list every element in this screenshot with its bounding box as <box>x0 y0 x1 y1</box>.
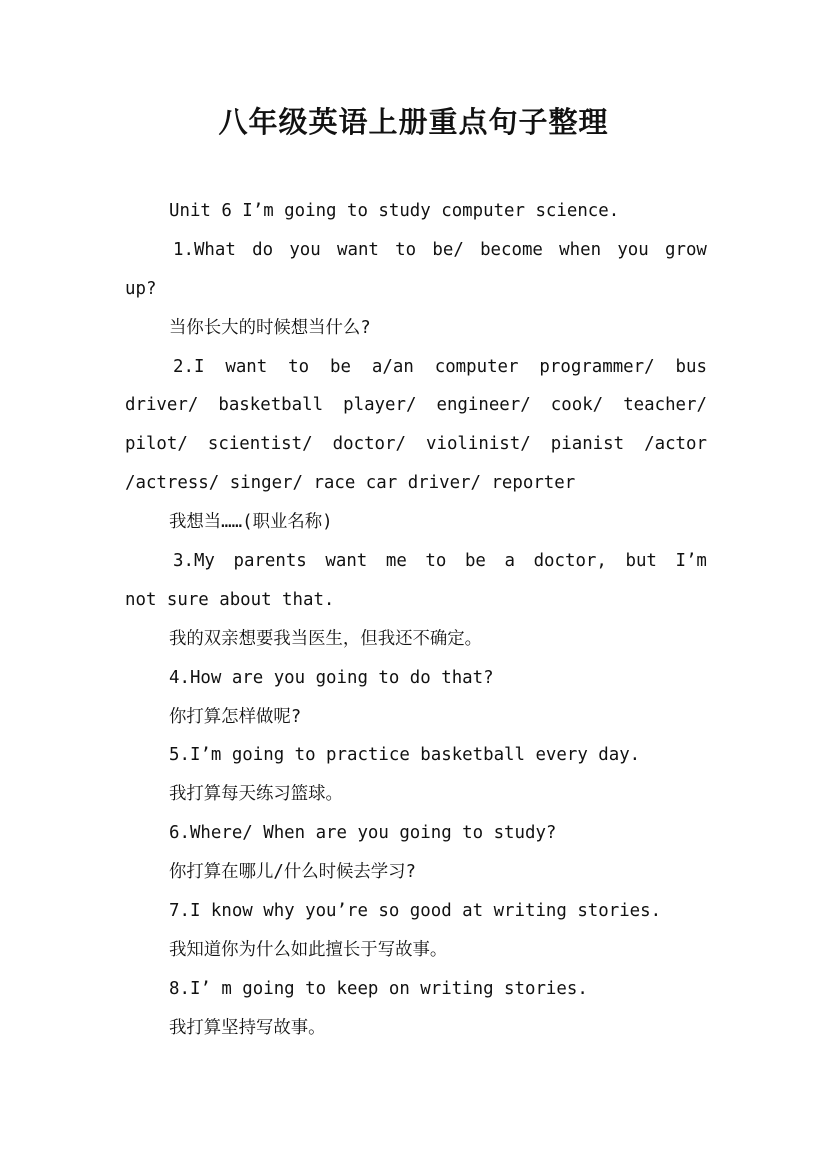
item-8-chinese: 我打算坚持写故事。 <box>169 1017 326 1038</box>
item-2-english-line-1: 2.I want to be a/an computer programmer/ bus <box>173 356 707 377</box>
item-2-english-line-2: driver/ basketball player/ engineer/ cook/ teacher/ <box>125 395 707 416</box>
item-1-english-line-1: 1.What do you want to be/ become when you grow <box>173 239 707 260</box>
item-7-english: 7.I know why you’re so good at writing stories. <box>169 901 662 922</box>
item-3-english-line-1: 3.My parents want me to be a doctor, but I’m <box>173 551 707 572</box>
item-2-english-line-3: pilot/ scientist/ doctor/ violinist/ pianist /actor <box>125 434 707 455</box>
document-title: 八年级英语上册重点句子整理 <box>218 105 609 139</box>
item-6-chinese: 你打算在哪儿/什么时候去学习? <box>169 862 417 883</box>
item-5-chinese: 我打算每天练习篮球。 <box>169 784 343 805</box>
unit-heading: Unit 6 I’m going to study computer science. <box>169 201 620 221</box>
item-4-chinese: 你打算怎样做呢? <box>169 706 302 727</box>
item-4-english: 4.How are you going to do that? <box>169 667 494 688</box>
item-5-english: 5.I’m going to practice basketball every day. <box>169 745 641 766</box>
item-2-english-line-4: /actress/ singer/ race car driver/ reporter <box>125 473 576 494</box>
item-6-english: 6.Where/ When are you going to study? <box>169 823 557 844</box>
item-8-english: 8.I’ m going to keep on writing stories. <box>169 978 588 999</box>
document-body <box>125 192 707 1048</box>
item-1-english-line-2: up? <box>125 278 157 299</box>
item-3-chinese: 我的双亲想要我当医生，但我还不确定。 <box>169 628 483 649</box>
item-1-chinese: 当你长大的时候想当什么? <box>169 317 371 338</box>
item-7-chinese: 我知道你为什么如此擅长于写故事。 <box>169 939 448 960</box>
item-2-chinese: 我想当……(职业名称) <box>169 512 333 533</box>
item-3-english-line-2: not sure about that. <box>125 589 335 610</box>
